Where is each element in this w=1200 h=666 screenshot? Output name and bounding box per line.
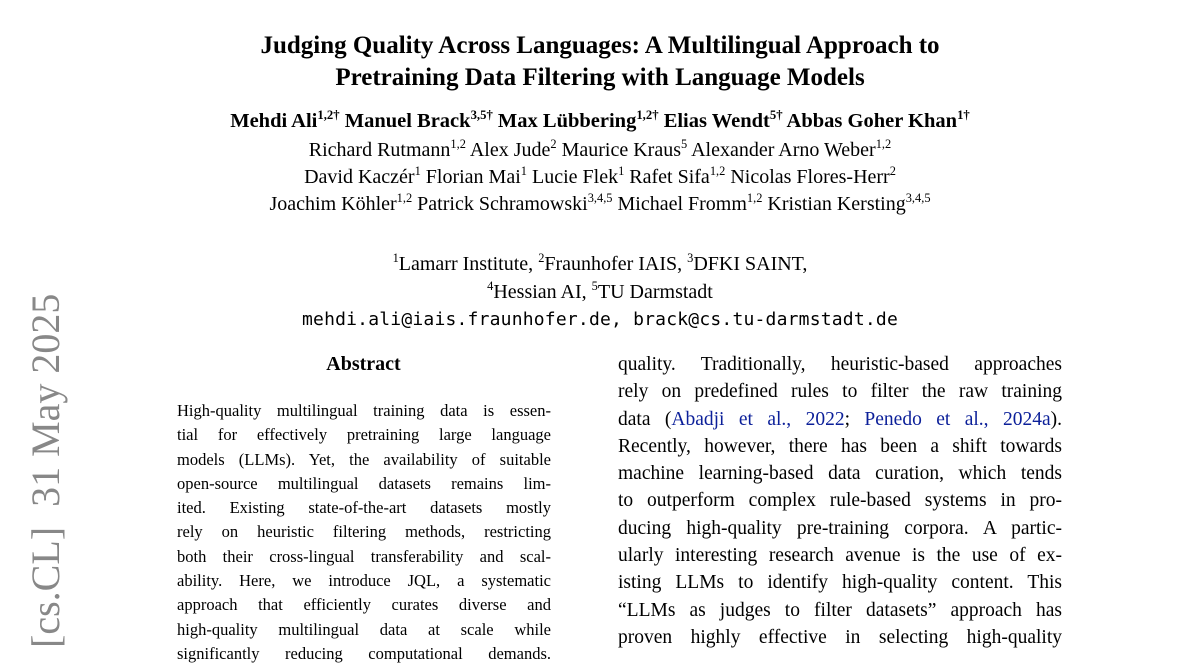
abstract-line: ability. Here, we introduce JQL, a systematic [177,571,551,591]
author-affiliation-mark: 3,4,5 [587,190,613,205]
intro-text: data ( [618,408,672,430]
author-affiliation-mark: 1,2 [450,136,466,151]
author-line-2 [0,164,1200,191]
abstract-body [177,399,551,666]
abstract-line: tial for effectively pretraining large language [177,425,551,445]
affiliation-number: 2 [538,250,545,265]
abstract-line: approach that efficiently curates diverse and [177,595,551,615]
author-affiliation-mark: 2 [889,163,896,178]
author-name: Alex Jude [469,139,551,161]
author-name: Nicolas Flores-Herr [730,166,890,188]
intro-line: rely on predefined rules to filter the raw training [618,381,1062,403]
author-name: Florian Mai [425,166,521,188]
intro-line: isting LLMs to identify high-quality content. This [618,572,1062,594]
author-affiliation-mark: 1 [520,163,527,178]
intro-line: ducing high-quality pre-training corpora. A partic- [618,517,1062,539]
author-affiliation-mark: 1,2† [317,107,340,122]
author-affiliation-mark: 1,2 [875,136,892,151]
title-line-2: Pretraining Data Filtering with Language Models [335,64,865,91]
abstract-line: rely on heuristic filtering methods, restricting [177,522,551,542]
author-affiliation-mark: 1 [414,163,421,178]
abstract-line: models (LLMs). Yet, the availability of suitable [177,449,551,469]
abstract-line: High-quality multilingual training data is essen- [177,401,551,420]
author-name: Mehdi Ali [230,110,318,132]
intro-line: to outperform complex rule-based systems in pro- [618,490,1062,512]
author-name: Alexander Arno Weber [691,139,876,161]
author-line-1 [0,137,1200,164]
intro-line-with-citations [618,406,1062,433]
paper-title [0,30,1200,94]
contact-emails: mehdi.ali@iais.fraunhofer.de, brack@cs.tu-darmstadt.de [302,309,898,330]
author-name: Richard Rutmann [308,139,451,161]
author-affiliation-mark: 2 [550,136,557,151]
abstract-line: both their cross-lingual transferability and scal- [177,546,551,566]
abstract-line: open-source multilingual datasets remains lim- [177,473,551,493]
intro-line: quality. Traditionally, heuristic-based approaches [618,354,1062,375]
author-name: Joachim Köhler [269,193,397,215]
author-name: Rafet Sifa [629,166,710,188]
author-affiliation-mark: 3,4,5 [905,190,931,205]
affiliation-number: 3 [687,250,694,265]
affiliation-number: 4 [487,278,494,293]
citation-link-penedo[interactable]: Penedo et al., 2024a [864,408,1051,430]
affiliation-name: Fraunhofer IAIS, [544,253,688,275]
author-affiliation-mark: 1 [618,163,625,178]
author-affiliation-mark: 5† [769,107,783,122]
affiliation-number: 1 [392,250,399,265]
lead-authors [0,108,1200,134]
author-affiliation-mark: 1,2† [636,107,659,122]
affiliation-line-1 [0,250,1200,278]
author-name: Manuel Brack [344,110,471,132]
abstract-line: significantly reducing computational demands. [177,643,551,663]
intro-line: Recently, however, there has been a shift towards [618,435,1062,457]
abstract-line: ited. Existing state-of-the-art datasets mostly [177,498,551,518]
abstract-line: high-quality multilingual data at scale while [177,619,551,639]
author-affiliation-mark: 5 [680,136,688,151]
citation-link-abadji[interactable]: Abadji et al., 2022 [671,408,845,430]
author-name: Abbas Goher Khan [786,110,958,132]
author-name: David Kaczér [304,166,415,188]
intro-text: ). [1050,408,1062,430]
author-affiliation-mark: 3,5† [470,107,493,122]
author-name: Maurice Kraus [561,139,681,161]
author-affiliation-mark: 1† [957,107,970,122]
affiliations [0,250,1200,306]
author-affiliation-mark: 1,2 [709,163,726,178]
intro-line: “LLMs as judges to filter datasets” approach has [618,599,1062,621]
intro-line: ularly interesting research avenue is the use of ex- [618,545,1062,567]
affiliation-line-2 [0,278,1200,306]
author-name: Michael Fromm [617,193,747,215]
arxiv-side-stamp: [cs.CL] 31 May 2025 [23,293,68,648]
author-name: Lucie Flek [531,166,619,188]
affiliation-name: DFKI SAINT, [693,253,808,275]
author-affiliation-mark: 1,2 [396,190,413,205]
abstract-heading: Abstract [326,353,401,375]
author-name: Elias Wendt [663,110,770,132]
affiliation-name: Lamarr Institute, [398,253,539,275]
affiliation-name: Hessian AI, [493,281,592,303]
intro-text: ; [844,408,865,430]
intro-column [618,351,1062,651]
author-name: Patrick Schramowski [417,193,588,215]
author-list [0,137,1200,218]
intro-line: proven highly effective in selecting high-quality [618,626,1062,648]
author-affiliation-mark: 1,2 [746,190,763,205]
author-line-3 [0,191,1200,218]
intro-line: machine learning-based data curation, which tends [618,463,1062,485]
title-line-1: Judging Quality Across Languages: A Multilingual Approach to [260,32,940,59]
affiliation-name: TU Darmstadt [597,281,713,303]
author-name: Max Lübbering [497,110,637,132]
author-name: Kristian Kersting [767,193,906,215]
affiliation-number: 5 [591,278,598,293]
